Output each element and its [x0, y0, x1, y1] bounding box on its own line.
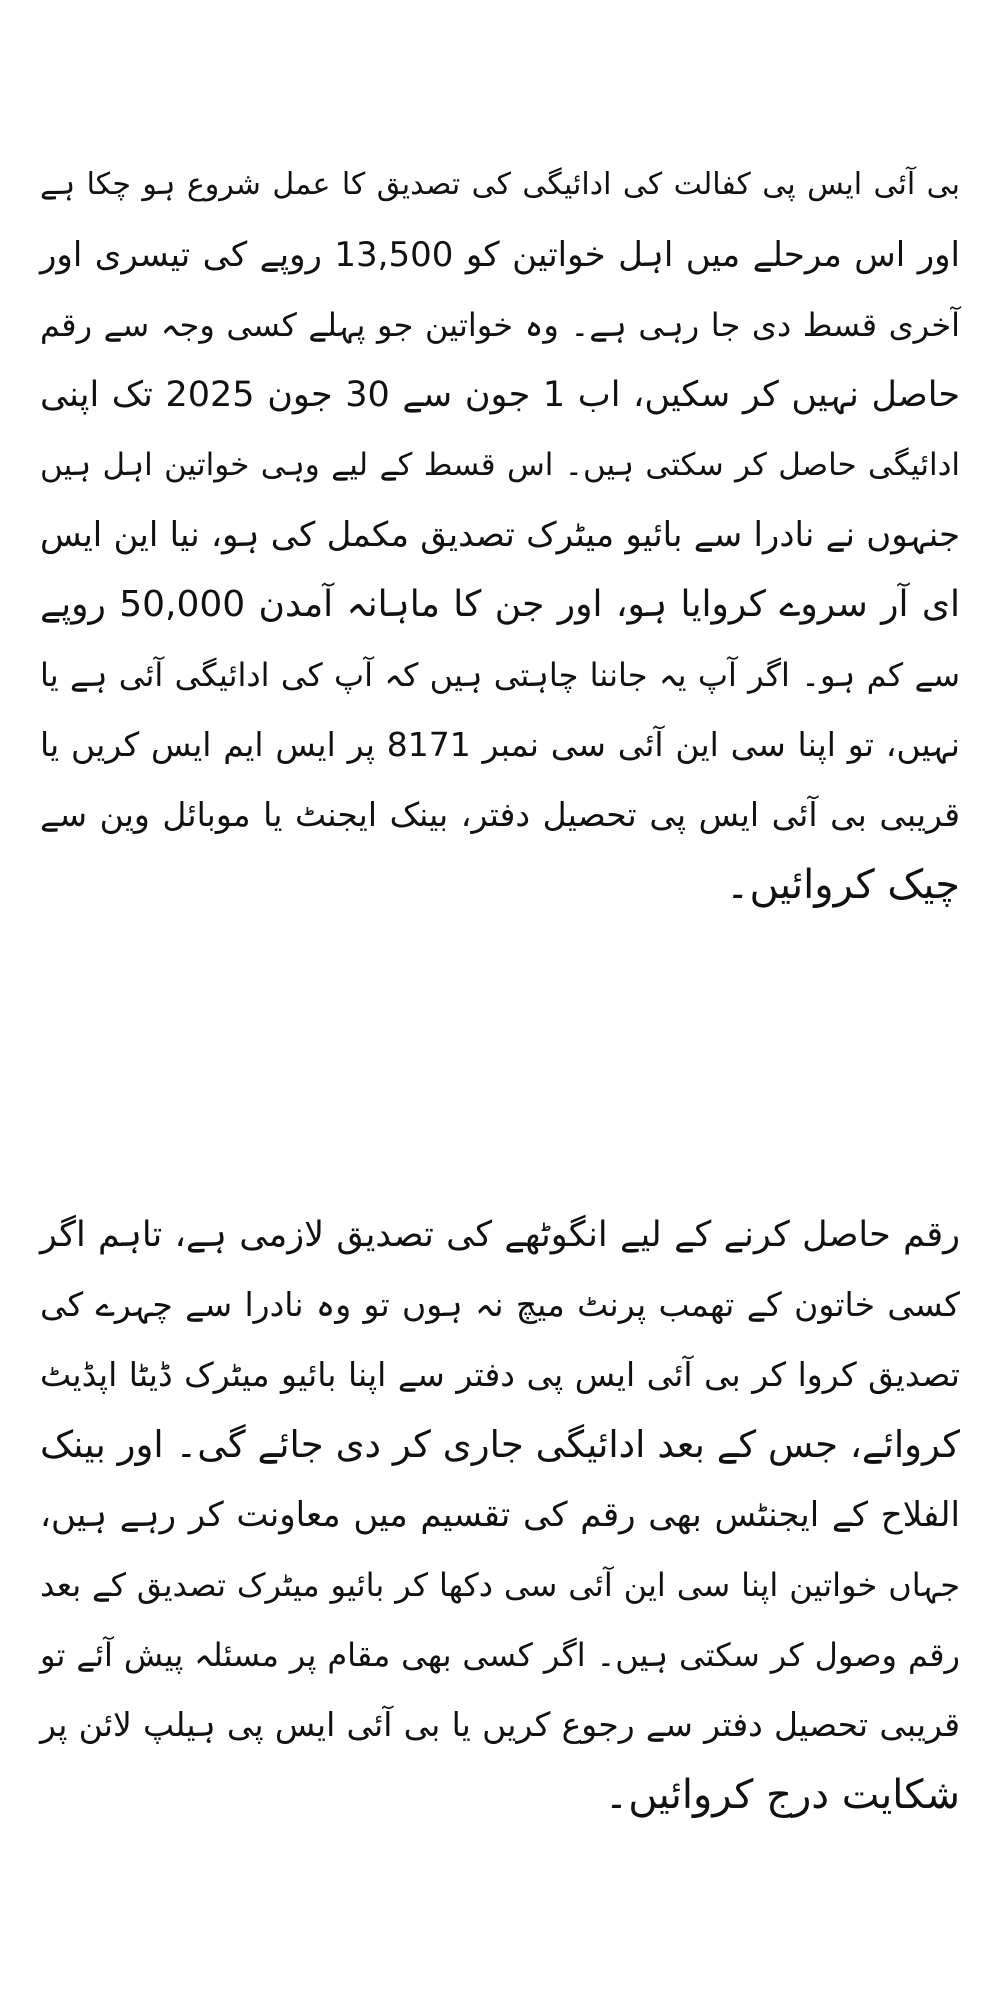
paragraph-1-line-2: اور اس مرحلے میں اہل خواتین کو 13,500 روپے کی تیسری اور	[40, 235, 960, 275]
paragraph-2-line-6: جہاں خواتین اپنا سی این آئی سی دکھا کر بائیو میٹرک تصدیق کے بعد	[40, 1566, 960, 1604]
paragraph-2-line-9: شکایت درج کروائیں۔	[604, 1772, 960, 1818]
paragraph-2-line-1: رقم حاصل کرنے کے لیے انگوٹھے کی تصدیق لازمی ہے، تاہم اگر	[40, 1215, 960, 1255]
paragraph-1-line-11: چیک کروائیں۔	[726, 862, 960, 908]
paragraph-1-line-6: جنہوں نے نادرا سے بائیو میٹرک تصدیق مکمل کی ہو، نیا این ایس	[40, 515, 960, 555]
paragraph-1-line-7: ای آر سروے کروایا ہو، اور جن کا ماہانہ آمدن 50,000 روپے	[40, 584, 961, 625]
paragraph-2-line-7: رقم وصول کر سکتی ہیں۔ اگر کسی بھی مقام پر مسئلہ پیش آئے تو	[40, 1636, 960, 1674]
paragraph-2-line-3: تصدیق کروا کر بی آئی ایس پی دفتر سے اپنا بائیو میٹرک ڈیٹا اپڈیٹ	[40, 1355, 960, 1394]
paragraph-1-line-1: بی آئی ایس پی کفالت کی ادائیگی کی تصدیق کا عمل شروع ہو چکا ہے	[40, 167, 960, 202]
paragraph-2-line-8: قریبی تحصیل دفتر سے رجوع کریں یا بی آئی ایس پی ہیلپ لائن پر	[40, 1705, 960, 1744]
paragraph-1-line-10: قریبی بی آئی ایس پی تحصیل دفتر، بینک ایجنٹ یا موبائل وین سے	[40, 795, 960, 834]
paragraph-1-line-5: ادائیگی حاصل کر سکتی ہیں۔ اس قسط کے لیے وہی خواتین اہل ہیں	[40, 447, 960, 483]
paragraph-2-line-2: کسی خاتون کے تھمب پرنٹ میچ نہ ہوں تو وہ نادرا سے چہرے کی	[40, 1285, 960, 1324]
paragraph-1-line-8: سے کم ہو۔ اگر آپ یہ جاننا چاہتی ہیں کہ آپ کی ادائیگی آئی ہے یا	[40, 656, 960, 694]
paragraph-2-line-5: الفلاح کے ایجنٹس بھی رقم کی تقسیم میں معاونت کر رہے ہیں،	[40, 1495, 960, 1535]
paragraph-1-line-9: نہیں، تو اپنا سی این آئی سی نمبر 8171 پر ایس ایم ایس کریں یا	[40, 725, 960, 764]
paragraph-1-line-4: حاصل نہیں کر سکیں، اب 1 جون سے 30 جون 2025 تک اپنی	[40, 375, 960, 415]
paragraph-2	[40, 1200, 960, 1830]
paragraph-1-line-3: آخری قسط دی جا رہی ہے۔ وہ خواتین جو پہلے کسی وجہ سے رقم	[40, 306, 960, 344]
paragraph-1	[40, 150, 960, 920]
paragraph-2-line-4: کروائے، جس کے بعد ادائیگی جاری کر دی جائے گی۔ اور بینک	[40, 1423, 960, 1466]
